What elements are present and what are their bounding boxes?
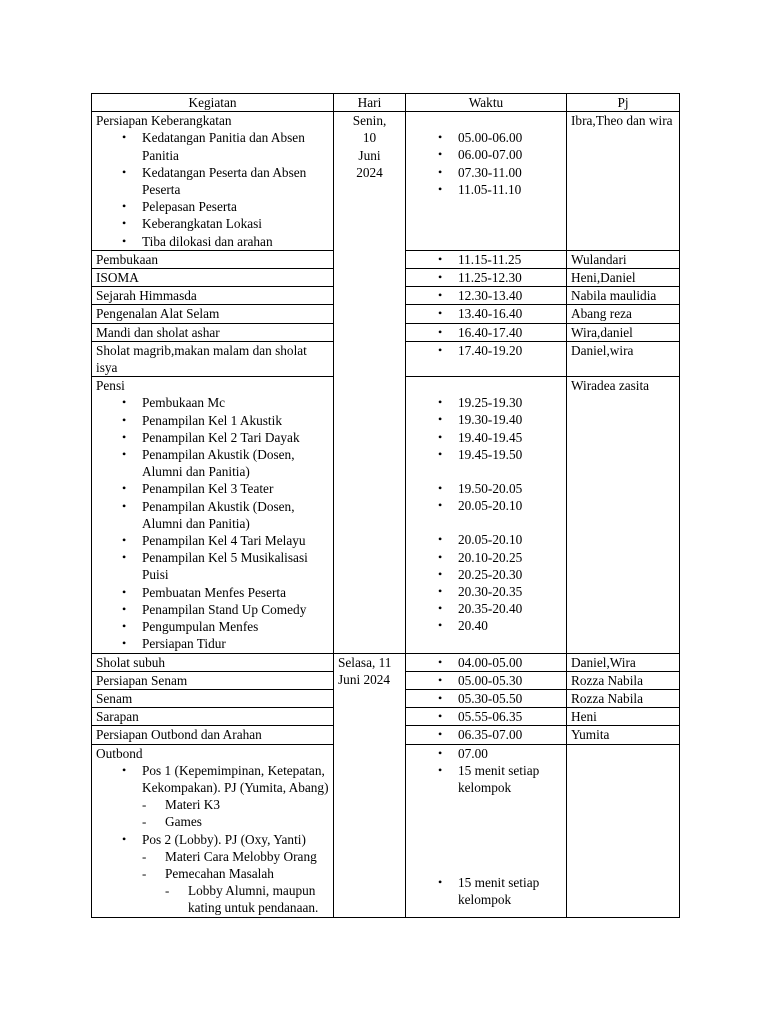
- kegiatan-cell: Sarapan: [92, 708, 334, 726]
- time-item: • 20.30-20.35: [458, 583, 562, 600]
- pj-cell: Wira,daniel: [567, 323, 680, 341]
- time-item: • 19.25-19.30: [458, 394, 562, 411]
- list-item: • Keberangkatan Lokasi: [142, 215, 329, 232]
- pj-cell: Abang reza: [567, 305, 680, 323]
- list-item: • Penampilan Kel 4 Tari Melayu: [142, 532, 329, 549]
- pj-cell: Ibra,Theo dan wira: [567, 112, 680, 251]
- waktu-cell: [406, 689, 567, 707]
- waktu-cell: [406, 269, 567, 287]
- hari-line: Juni: [358, 147, 381, 163]
- list-item: [142, 831, 329, 917]
- header-pj: Pj: [567, 94, 680, 112]
- kegiatan-cell: [92, 377, 334, 653]
- activity-title: Persiapan Keberangkatan: [96, 113, 232, 129]
- sub-item: - Games: [165, 813, 329, 830]
- pj-cell: Daniel,Wira: [567, 653, 680, 671]
- kegiatan-cell: Pengenalan Alat Selam: [92, 305, 334, 323]
- kegiatan-cell: [92, 744, 334, 917]
- time-item: • 06.00-07.00: [458, 146, 562, 163]
- time-list: [410, 394, 562, 463]
- activity-title: Pensi: [96, 378, 125, 394]
- kegiatan-cell: Sholat subuh: [92, 653, 334, 671]
- time-item: • 05.30-05.50: [458, 690, 562, 707]
- list-item: • Penampilan Kel 2 Tari Dayak: [142, 429, 329, 446]
- pos-1-label: Pos 1 (Kepemimpinan, Ketepatan, Kekompakan). PJ (Yumita, Abang): [142, 762, 329, 795]
- pj-cell: [567, 744, 680, 917]
- kegiatan-cell: Mandi dan sholat ashar: [92, 323, 334, 341]
- sub-item: [165, 865, 329, 917]
- hari-cell-day1: [334, 112, 406, 653]
- pj-cell: Heni,Daniel: [567, 269, 680, 287]
- time-item: • 15 menit setiap kelompok: [458, 762, 562, 796]
- kegiatan-cell: [92, 112, 334, 251]
- table-row: [92, 653, 680, 671]
- time-item: • 19.50-20.05: [458, 480, 562, 497]
- time-item: • 07.00: [458, 745, 562, 762]
- hari-line: 10: [362, 130, 377, 146]
- waktu-cell: [406, 287, 567, 305]
- time-item: • 17.40-19.20: [458, 342, 562, 359]
- time-item: • 19.30-19.40: [458, 411, 562, 428]
- list-item: • Pengumpulan Menfes: [142, 618, 329, 635]
- waktu-cell: [406, 671, 567, 689]
- list-item: [142, 762, 329, 831]
- time-item: • 16.40-17.40: [458, 324, 562, 341]
- waktu-cell: [406, 377, 567, 653]
- activity-title: Outbond: [96, 745, 143, 761]
- time-item: • 20.25-20.30: [458, 566, 562, 583]
- time-item: • 11.25-12.30: [458, 269, 562, 286]
- numbered-list: [165, 882, 329, 916]
- time-item: • 05.00-05.30: [458, 672, 562, 689]
- list-item: • Pelepasan Peserta: [142, 198, 329, 215]
- kegiatan-cell: Sholat magrib,makan malam dan sholat isya: [92, 341, 334, 376]
- list-item: • Penampilan Akustik (Dosen, Alumni dan Panitia): [142, 498, 329, 532]
- list-item: • Tiba dilokasi dan arahan: [142, 233, 329, 250]
- time-item: • 20.35-20.40: [458, 600, 562, 617]
- pj-cell: Rozza Nabila: [567, 689, 680, 707]
- kegiatan-cell: Senam: [92, 689, 334, 707]
- pj-cell: Wiradea zasita: [567, 377, 680, 653]
- kegiatan-cell: ISOMA: [92, 269, 334, 287]
- list-item: • Penampilan Stand Up Comedy: [142, 601, 329, 618]
- waktu-cell: [406, 323, 567, 341]
- time-item: • 20.05-20.10: [458, 497, 562, 514]
- activity-list: [96, 762, 329, 917]
- list-item: • Penampilan Akustik (Dosen, Alumni dan Panitia): [142, 446, 329, 480]
- kegiatan-cell: Sejarah Himmasda: [92, 287, 334, 305]
- waktu-cell: [406, 305, 567, 323]
- time-item: • 20.40: [458, 617, 562, 634]
- list-item: • Kedatangan Panitia dan Absen Panitia: [142, 129, 329, 163]
- pj-cell: Wulandari: [567, 250, 680, 268]
- header-hari: Hari: [334, 94, 406, 112]
- hari-line: Senin,: [352, 113, 387, 129]
- sub-item: - Materi Cara Melobby Orang: [165, 848, 329, 865]
- schedule-table: [91, 93, 680, 918]
- time-item: • 04.00-05.00: [458, 654, 562, 671]
- header-kegiatan: Kegiatan: [92, 94, 334, 112]
- time-item: • 15 menit setiap kelompok: [458, 874, 562, 908]
- time-item: • 20.10-20.25: [458, 549, 562, 566]
- activity-list: [96, 129, 329, 249]
- list-item: • Persiapan Tidur: [142, 635, 329, 652]
- time-item: • 11.15-11.25: [458, 251, 562, 268]
- header-row: [92, 94, 680, 112]
- time-item: • 11.05-11.10: [458, 181, 562, 198]
- pj-cell: Rozza Nabila: [567, 671, 680, 689]
- waktu-cell: [406, 653, 567, 671]
- numbered-item: - Lobby Alumni, maupun kating untuk pendanaan.: [188, 882, 329, 916]
- pj-cell: Yumita: [567, 726, 680, 744]
- time-item: • 05.55-06.35: [458, 708, 562, 725]
- waktu-cell: [406, 708, 567, 726]
- time-item: • 05.00-06.00: [458, 129, 562, 146]
- time-item: • 13.40-16.40: [458, 305, 562, 322]
- waktu-cell: [406, 744, 567, 917]
- hari-cell-day2: Selasa, 11 Juni 2024: [334, 653, 406, 917]
- table-row: [92, 112, 680, 251]
- time-item: • 06.35-07.00: [458, 726, 562, 743]
- time-item: • 19.40-19.45: [458, 429, 562, 446]
- kegiatan-cell: Pembukaan: [92, 250, 334, 268]
- sub-item: - Materi K3: [165, 796, 329, 813]
- sub-list: [142, 796, 329, 830]
- waktu-cell: [406, 726, 567, 744]
- pj-cell: Heni: [567, 708, 680, 726]
- sub-item-label: Pemecahan Masalah: [165, 865, 274, 881]
- list-item: • Kedatangan Peserta dan Absen Peserta: [142, 164, 329, 198]
- hari-line: 2024: [356, 164, 383, 180]
- pj-cell: Nabila maulidia: [567, 287, 680, 305]
- time-list: [410, 874, 562, 908]
- pj-cell: Daniel,wira: [567, 341, 680, 376]
- time-list: [410, 129, 562, 198]
- sub-list: [142, 848, 329, 917]
- kegiatan-cell: Persiapan Senam: [92, 671, 334, 689]
- kegiatan-cell: Persiapan Outbond dan Arahan: [92, 726, 334, 744]
- time-item: • 12.30-13.40: [458, 287, 562, 304]
- waktu-cell: [406, 341, 567, 376]
- pos-2-label: Pos 2 (Lobby). PJ (Oxy, Yanti): [142, 831, 306, 847]
- activity-list: [96, 394, 329, 652]
- time-item: • 07.30-11.00: [458, 164, 562, 181]
- list-item: • Pembuatan Menfes Peserta: [142, 584, 329, 601]
- time-item: • 20.05-20.10: [458, 531, 562, 548]
- header-waktu: Waktu: [406, 94, 567, 112]
- time-list: [410, 745, 562, 797]
- list-item: • Penampilan Kel 1 Akustik: [142, 412, 329, 429]
- waktu-cell: [406, 112, 567, 251]
- time-list: [410, 480, 562, 514]
- waktu-cell: [406, 250, 567, 268]
- list-item: • Penampilan Kel 5 Musikalisasi Puisi: [142, 549, 329, 583]
- list-item: • Penampilan Kel 3 Teater: [142, 480, 329, 497]
- time-list: [410, 531, 562, 634]
- list-item: • Pembukaan Mc: [142, 394, 329, 411]
- time-item: • 19.45-19.50: [458, 446, 562, 463]
